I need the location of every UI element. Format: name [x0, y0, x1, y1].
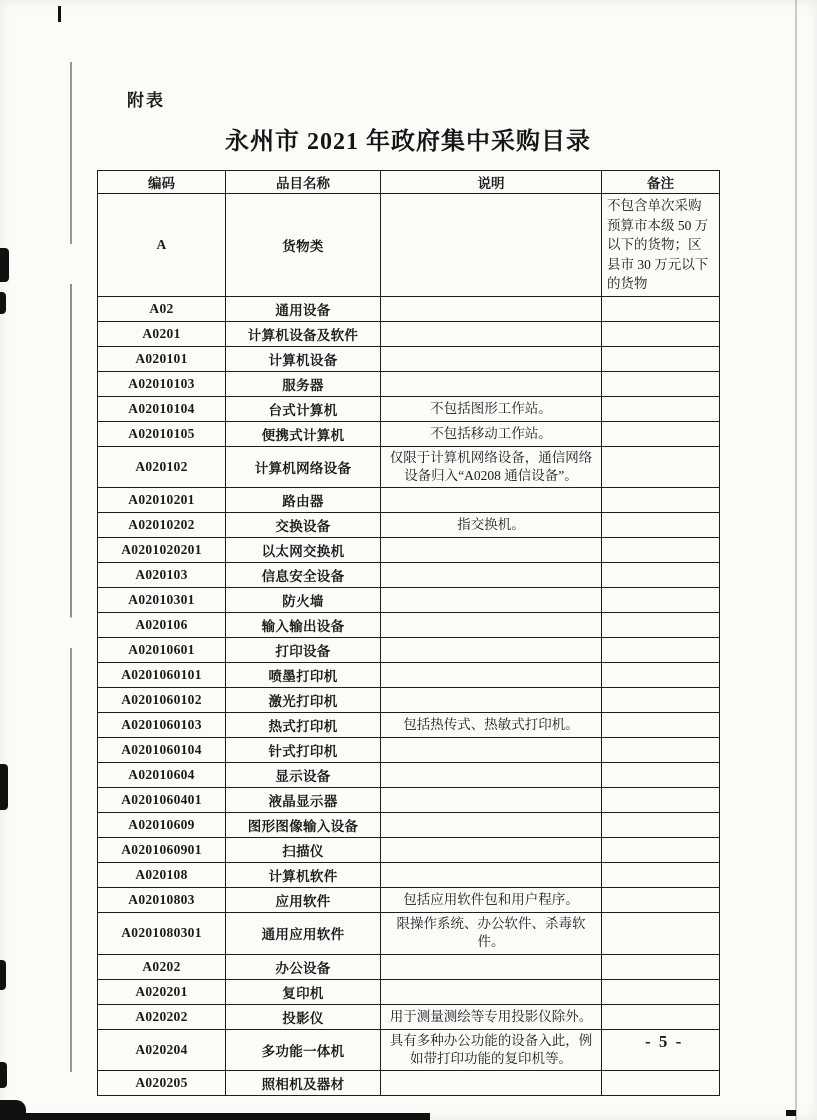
note-cell: [602, 813, 720, 838]
table-row: [98, 1071, 720, 1096]
table-row: [98, 613, 720, 638]
table-body: [98, 194, 720, 1096]
code-cell: A02010601: [98, 638, 226, 663]
desc-cell: [381, 638, 602, 663]
table-row: [98, 296, 720, 321]
name-cell: 打印设备: [226, 638, 381, 663]
name-cell: 计算机设备及软件: [226, 321, 381, 346]
desc-cell: [381, 738, 602, 763]
table-row: [98, 954, 720, 979]
note-cell: [602, 638, 720, 663]
code-cell: A020201: [98, 979, 226, 1004]
name-cell: 路由器: [226, 488, 381, 513]
desc-cell: [381, 296, 602, 321]
table-row: [98, 763, 720, 788]
table-row: [98, 913, 720, 954]
table-row: [98, 194, 720, 297]
desc-cell: [381, 663, 602, 688]
table-row: [98, 713, 720, 738]
code-cell: A0201020201: [98, 538, 226, 563]
column-header: 编码: [98, 171, 226, 194]
desc-cell: [381, 979, 602, 1004]
name-cell: 激光打印机: [226, 688, 381, 713]
name-cell: 多功能一体机: [226, 1029, 381, 1070]
table-row: [98, 1004, 720, 1029]
table-row: [98, 888, 720, 913]
table-row: [98, 421, 720, 446]
note-cell: [602, 763, 720, 788]
note-cell: [602, 421, 720, 446]
note-cell: [602, 396, 720, 421]
name-cell: 针式打印机: [226, 738, 381, 763]
code-cell: A02010201: [98, 488, 226, 513]
code-cell: A02010609: [98, 813, 226, 838]
scan-artifact: [0, 292, 6, 314]
name-cell: 喷墨打印机: [226, 663, 381, 688]
code-cell: A: [98, 194, 226, 297]
scan-artifact-bottom-strip: [0, 1113, 430, 1120]
note-cell: [602, 321, 720, 346]
name-cell: 信息安全设备: [226, 563, 381, 588]
note-cell: [602, 1004, 720, 1029]
code-cell: A020102: [98, 446, 226, 487]
table-row: [98, 321, 720, 346]
scan-artifact-right-rule: [795, 0, 797, 1120]
note-cell: [602, 688, 720, 713]
name-cell: 计算机设备: [226, 346, 381, 371]
code-cell: A02010105: [98, 421, 226, 446]
note-cell: [602, 713, 720, 738]
code-cell: A02010301: [98, 588, 226, 613]
code-cell: A02010104: [98, 396, 226, 421]
code-cell: A020103: [98, 563, 226, 588]
scan-artifact: [0, 1062, 7, 1088]
table-row: [98, 979, 720, 1004]
note-cell: [602, 838, 720, 863]
column-header: 说明: [381, 171, 602, 194]
table-row: [98, 346, 720, 371]
code-cell: A0201060104: [98, 738, 226, 763]
note-cell: 不包含单次采购预算市本级 50 万以下的货物；区县市 30 万元以下的货物: [602, 194, 720, 297]
name-cell: 台式计算机: [226, 396, 381, 421]
document-content: [97, 86, 719, 1096]
note-cell: [602, 346, 720, 371]
scan-artifact: [0, 960, 6, 990]
desc-cell: [381, 321, 602, 346]
desc-cell: [381, 346, 602, 371]
name-cell: 以太网交换机: [226, 538, 381, 563]
table-row: [98, 563, 720, 588]
name-cell: 便携式计算机: [226, 421, 381, 446]
table-header-row: [98, 171, 720, 194]
column-header: 品目名称: [226, 171, 381, 194]
code-cell: A020106: [98, 613, 226, 638]
table-row: [98, 588, 720, 613]
desc-cell: [381, 613, 602, 638]
desc-cell: [381, 588, 602, 613]
scan-artifact: [0, 1100, 26, 1120]
note-cell: [602, 371, 720, 396]
scan-artifact-left-rule: [70, 62, 72, 1072]
name-cell: 输入输出设备: [226, 613, 381, 638]
name-cell: 应用软件: [226, 888, 381, 913]
note-cell: [602, 738, 720, 763]
scan-artifact: [58, 6, 61, 22]
code-cell: A0201060103: [98, 713, 226, 738]
table-row: [98, 788, 720, 813]
desc-cell: 具有多种办公功能的设备入此，例如带打印功能的复印机等。: [381, 1029, 602, 1070]
desc-cell: 包括应用软件包和用户程序。: [381, 888, 602, 913]
scan-artifact: [786, 1110, 796, 1116]
note-cell: [602, 979, 720, 1004]
table-row: [98, 1029, 720, 1070]
note-cell: [602, 613, 720, 638]
code-cell: A02010803: [98, 888, 226, 913]
name-cell: 扫描仪: [226, 838, 381, 863]
desc-cell: 仅限于计算机网络设备，通信网络设备归入“A0208 通信设备”。: [381, 446, 602, 487]
desc-cell: [381, 371, 602, 396]
note-cell: [602, 913, 720, 954]
code-cell: A0202: [98, 954, 226, 979]
desc-cell: [381, 538, 602, 563]
desc-cell: [381, 763, 602, 788]
name-cell: 通用设备: [226, 296, 381, 321]
table-row: [98, 538, 720, 563]
name-cell: 投影仪: [226, 1004, 381, 1029]
name-cell: 显示设备: [226, 763, 381, 788]
note-cell: [602, 538, 720, 563]
table-row: [98, 638, 720, 663]
name-cell: 液晶显示器: [226, 788, 381, 813]
desc-cell: 包括热传式、热敏式打印机。: [381, 713, 602, 738]
desc-cell: [381, 838, 602, 863]
code-cell: A020101: [98, 346, 226, 371]
note-cell: [602, 888, 720, 913]
attachment-label: 附表: [127, 91, 165, 110]
name-cell: 复印机: [226, 979, 381, 1004]
name-cell: 办公设备: [226, 954, 381, 979]
code-cell: A0201060102: [98, 688, 226, 713]
desc-cell: 限操作系统、办公软件、杀毒软件。: [381, 913, 602, 954]
table-row: [98, 863, 720, 888]
desc-cell: 用于测量测绘等专用投影仪除外。: [381, 1004, 602, 1029]
desc-cell: [381, 688, 602, 713]
name-cell: 热式打印机: [226, 713, 381, 738]
table-row: [98, 738, 720, 763]
note-cell: [602, 663, 720, 688]
note-cell: [602, 513, 720, 538]
desc-cell: [381, 954, 602, 979]
name-cell: 图形图像输入设备: [226, 813, 381, 838]
name-cell: 计算机网络设备: [226, 446, 381, 487]
name-cell: 服务器: [226, 371, 381, 396]
code-cell: A020202: [98, 1004, 226, 1029]
desc-cell: 不包括移动工作站。: [381, 421, 602, 446]
code-cell: A0201: [98, 321, 226, 346]
table-row: [98, 446, 720, 487]
table-row: [98, 813, 720, 838]
code-cell: A0201060401: [98, 788, 226, 813]
desc-cell: 不包括图形工作站。: [381, 396, 602, 421]
desc-cell: [381, 1071, 602, 1096]
page-number: - 5 -: [645, 1032, 684, 1051]
desc-cell: [381, 863, 602, 888]
desc-cell: [381, 813, 602, 838]
desc-cell: [381, 788, 602, 813]
code-cell: A02010202: [98, 513, 226, 538]
table-row: [98, 513, 720, 538]
procurement-catalog-table: [97, 170, 720, 1096]
note-cell: [602, 863, 720, 888]
scan-artifact: [0, 248, 9, 282]
desc-cell: 指交换机。: [381, 513, 602, 538]
code-cell: A020205: [98, 1071, 226, 1096]
table-row: [98, 663, 720, 688]
desc-cell: [381, 488, 602, 513]
desc-cell: [381, 563, 602, 588]
name-cell: 通用应用软件: [226, 913, 381, 954]
note-cell: [602, 296, 720, 321]
code-cell: A0201060101: [98, 663, 226, 688]
table-row: [98, 396, 720, 421]
note-cell: [602, 1071, 720, 1096]
code-cell: A0201060901: [98, 838, 226, 863]
code-cell: A0201080301: [98, 913, 226, 954]
name-cell: 计算机软件: [226, 863, 381, 888]
name-cell: 防火墙: [226, 588, 381, 613]
name-cell: 货物类: [226, 194, 381, 297]
note-cell: [602, 588, 720, 613]
table-row: [98, 838, 720, 863]
desc-cell: [381, 194, 602, 297]
table-row: [98, 488, 720, 513]
table-row: [98, 371, 720, 396]
code-cell: A020204: [98, 1029, 226, 1070]
note-cell: [602, 446, 720, 487]
note-cell: [602, 954, 720, 979]
table-row: [98, 688, 720, 713]
code-cell: A02010103: [98, 371, 226, 396]
column-header: 备注: [602, 171, 720, 194]
scan-artifact: [0, 764, 8, 810]
code-cell: A02: [98, 296, 226, 321]
note-cell: [602, 788, 720, 813]
note-cell: [602, 563, 720, 588]
code-cell: A02010604: [98, 763, 226, 788]
name-cell: 照相机及器材: [226, 1071, 381, 1096]
code-cell: A020108: [98, 863, 226, 888]
page-title: 永州市 2021 年政府集中采购目录: [225, 129, 591, 155]
note-cell: [602, 488, 720, 513]
name-cell: 交换设备: [226, 513, 381, 538]
